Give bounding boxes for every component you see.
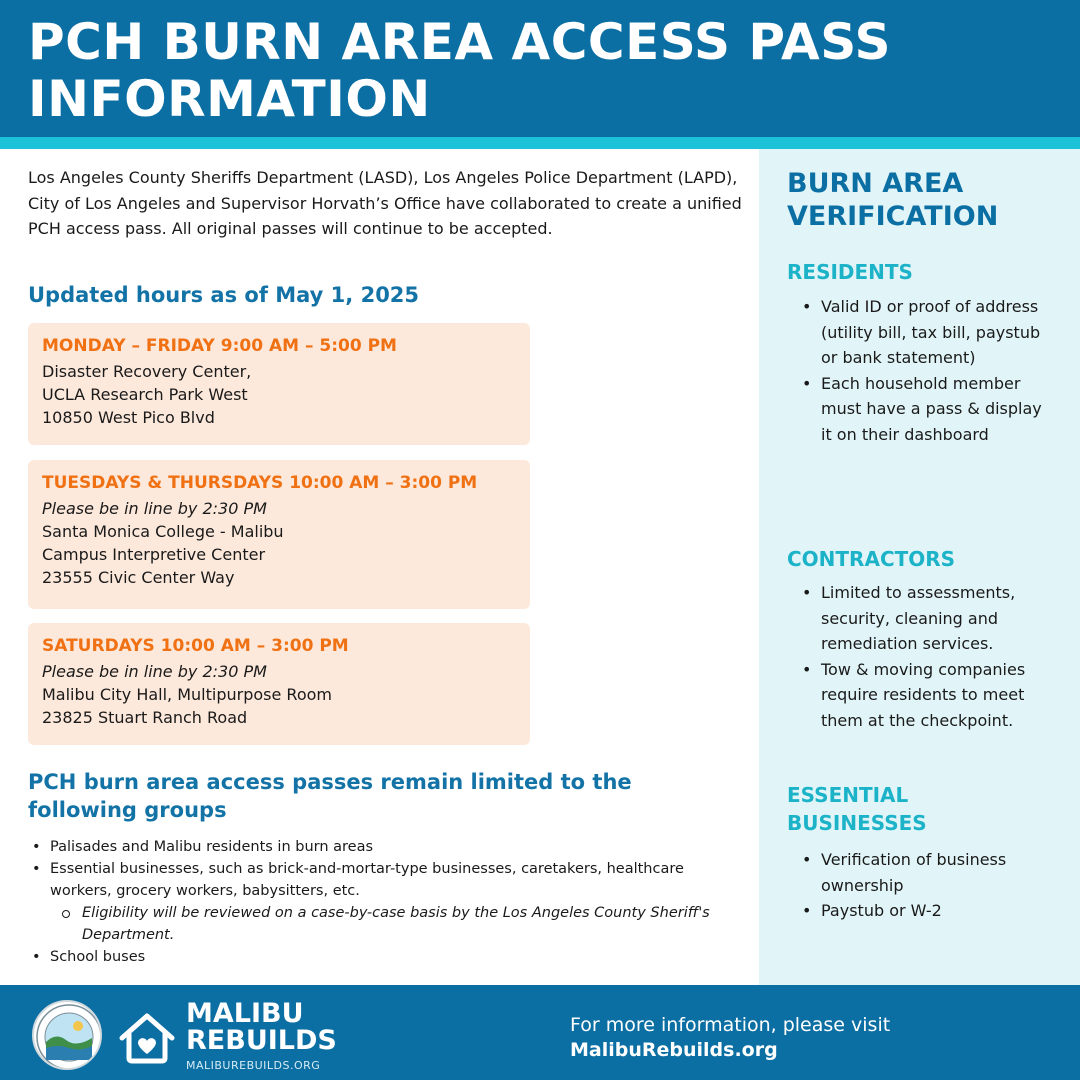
footer-info-text: For more information, please visit <box>570 1014 891 1036</box>
contractors-list <box>800 580 1055 733</box>
sidebar-title: BURN AREA VERIFICATION <box>787 168 999 232</box>
location-line: Campus Interpretive Center <box>42 545 266 564</box>
location-line: 10850 West Pico Blvd <box>42 408 215 427</box>
schedule-heading: MONDAY – FRIDAY 9:00 AM – 5:00 PM <box>42 336 397 356</box>
city-seal-logo <box>32 1000 102 1070</box>
schedule-card-weekdays <box>28 323 530 445</box>
list-item: • Each household member must have a pass & display it on their dashboard <box>800 371 1055 448</box>
location-line: UCLA Research Park West <box>42 385 248 404</box>
schedule-heading: TUESDAYS & THURSDAYS 10:00 AM – 3:00 PM <box>42 473 478 493</box>
location-line: Santa Monica College - Malibu <box>42 522 284 541</box>
line-note: Please be in line by 2:30 PM <box>42 662 267 681</box>
schedule-card-tue-thu <box>28 460 530 609</box>
list-item: • School buses <box>28 946 738 968</box>
footer-link[interactable]: MalibuRebuilds.org <box>570 1039 778 1061</box>
schedule-heading: SATURDAYS 10:00 AM – 3:00 PM <box>42 636 349 656</box>
groups-list <box>28 836 738 968</box>
brand-url: MALIBUREBUILDS.ORG <box>186 1059 321 1072</box>
list-item: • Essential businesses, such as brick-and-mortar-type businesses, caretakers, healthcare workers, grocery workers, babysitters, etc. <box>28 858 738 902</box>
list-item: • Palisades and Malibu residents in burn areas <box>28 836 738 858</box>
house-heart-icon <box>118 1012 176 1064</box>
header-bar <box>0 0 1080 137</box>
residents-heading: RESIDENTS <box>787 260 913 284</box>
page-title: PCH BURN AREA ACCESS PASS INFORMATION <box>28 13 891 128</box>
contractors-heading: CONTRACTORS <box>787 547 956 571</box>
brand-line: MALIBU <box>186 998 304 1029</box>
brand-name <box>186 1000 337 1054</box>
header-stripe <box>0 137 1080 149</box>
list-item: • Paystub or W-2 <box>800 898 1055 924</box>
list-item: • Tow & moving companies require residents to meet them at the checkpoint. <box>800 657 1055 734</box>
list-item: • Verification of business ownership <box>800 847 1055 898</box>
residents-list <box>800 294 1055 447</box>
list-item: • Valid ID or proof of address (utility bill, tax bill, paystub or bank statement) <box>800 294 1055 371</box>
list-item: • Limited to assessments, security, cleaning and remediation services. <box>800 580 1055 657</box>
location-line: 23825 Stuart Ranch Road <box>42 708 248 727</box>
location-line: 23555 Civic Center Way <box>42 568 235 587</box>
essential-heading: ESSENTIAL BUSINESSES <box>787 783 927 835</box>
updated-hours-heading: Updated hours as of May 1, 2025 <box>28 283 420 307</box>
groups-heading: PCH burn area access passes remain limited to the following groups <box>28 770 632 822</box>
line-note: Please be in line by 2:30 PM <box>42 499 267 518</box>
location-line: Disaster Recovery Center, <box>42 362 252 381</box>
list-subitem: Eligibility will be reviewed on a case-by-case basis by the Los Angeles County Sheriff's Department. <box>28 902 738 946</box>
schedule-card-saturday <box>28 623 530 745</box>
location-line: Malibu City Hall, Multipurpose Room <box>42 685 332 704</box>
brand-line: REBUILDS <box>186 1025 337 1056</box>
essential-list <box>800 847 1055 924</box>
intro-paragraph: Los Angeles County Sheriffs Department (LASD), Los Angeles Police Department (LAPD), City of Los Angeles and Supervisor Horvath’s Office have collaborated to create a unified PCH access pass. All original passes will continue to be accepted. <box>28 168 742 238</box>
